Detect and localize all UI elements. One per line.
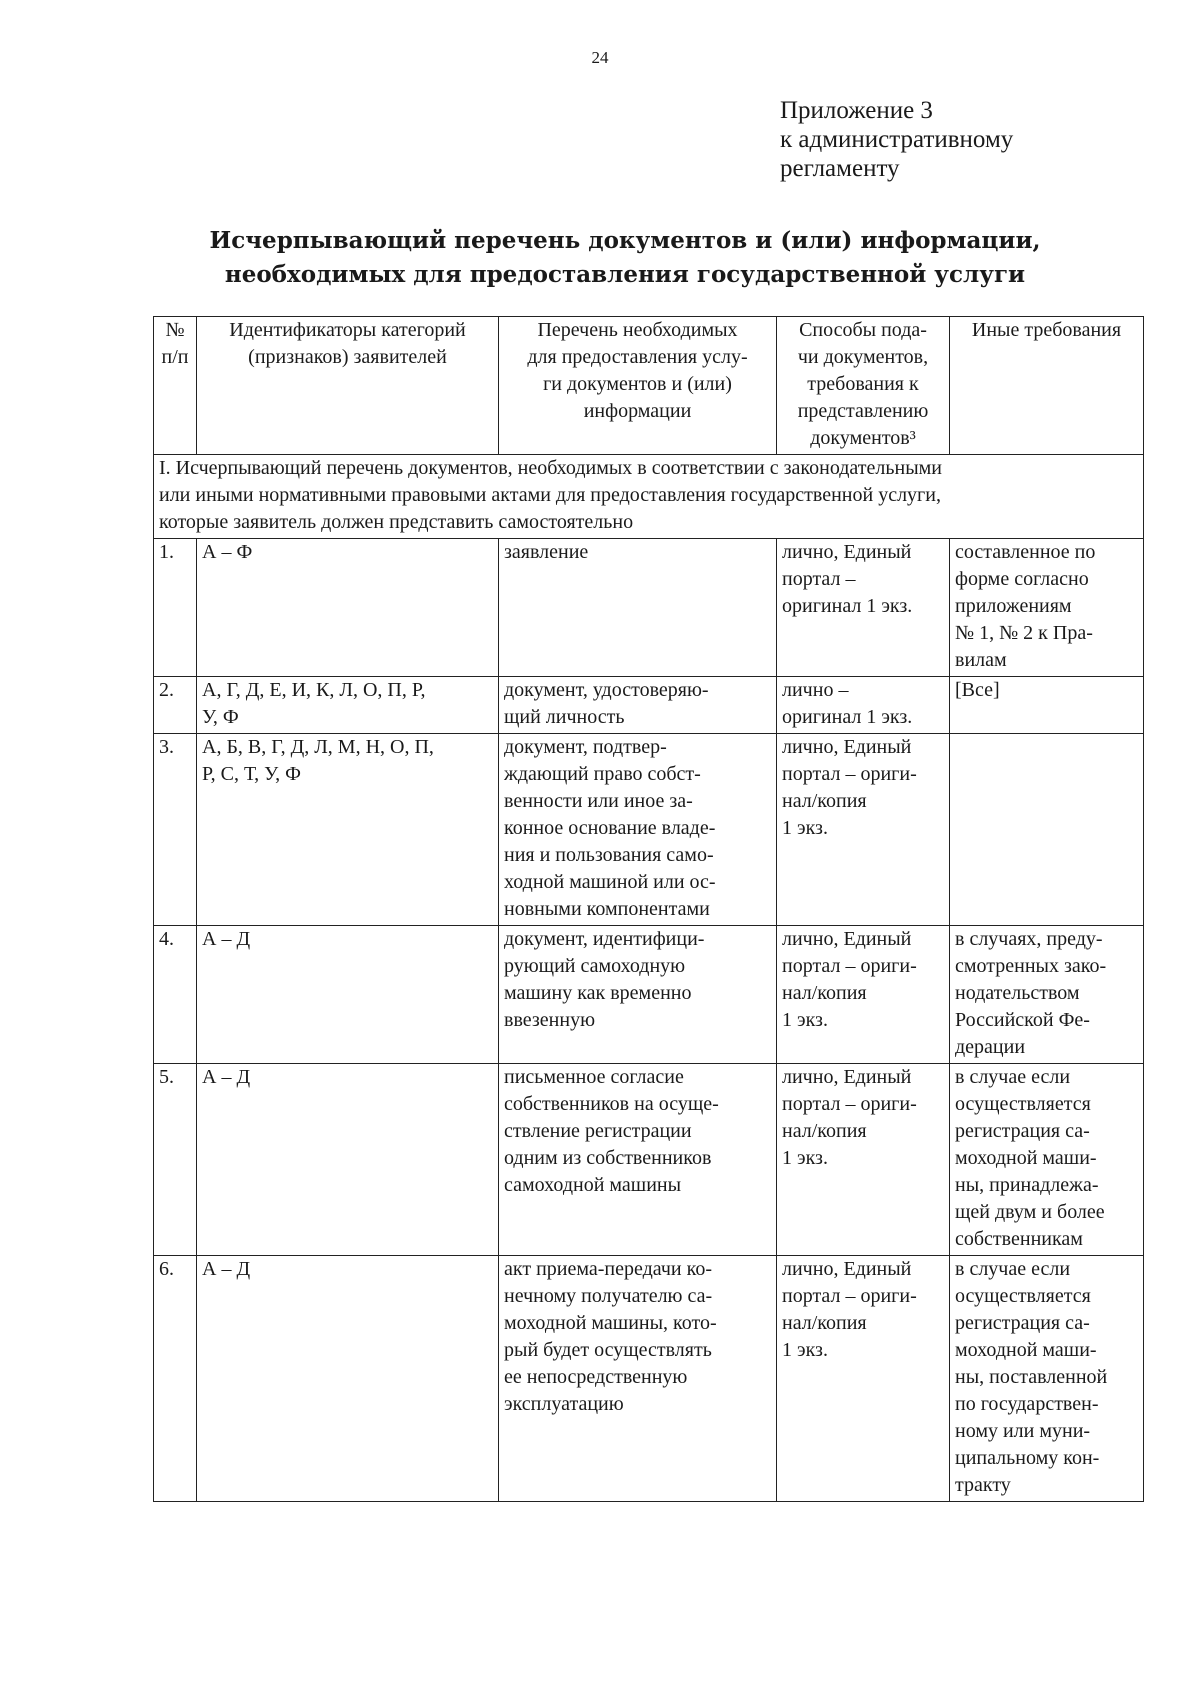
- cell-line: самоходной машины: [504, 1174, 682, 1196]
- cell-line: 5.: [159, 1066, 174, 1088]
- header-other-requirements: [950, 317, 1144, 455]
- cell-line: документ, удостоверяю-: [504, 679, 709, 701]
- page-number: 24: [591, 48, 609, 67]
- cell-line: А, Г, Д, Е, И, К, Л, О, П, Р,: [202, 679, 426, 701]
- cell-line: щей двум и более: [955, 1201, 1105, 1223]
- cell-line: оригинал 1 экз.: [782, 706, 913, 728]
- cell-line: щий личность: [504, 706, 625, 728]
- other-requirements-cell: [950, 1064, 1144, 1256]
- submission-method-cell: [777, 677, 950, 734]
- cell-line: требования к: [807, 373, 919, 395]
- cell-line: форме согласно: [955, 568, 1089, 590]
- cell-line: портал – ориги-: [782, 763, 917, 785]
- row-number-cell: [154, 677, 197, 734]
- cell-line: моходной маши-: [955, 1339, 1097, 1361]
- document-cell: [499, 677, 777, 734]
- cell-line: 1 экз.: [782, 1009, 828, 1031]
- cell-line: оригинал 1 экз.: [782, 595, 913, 617]
- cell-line: или иными нормативными правовыми актами для предоставления государственной услуги,: [159, 484, 941, 506]
- cell-line: портал – ориги-: [782, 955, 917, 977]
- header-documents: [499, 317, 777, 455]
- cell-line: по государствен-: [955, 1393, 1099, 1415]
- cell-line: нодательством: [955, 982, 1080, 1004]
- table-row: [154, 1064, 1144, 1256]
- cell-line: ее непосредственную: [504, 1366, 688, 1388]
- appendix-line: Приложение 3: [780, 97, 933, 124]
- appendix-reference: [780, 96, 1013, 183]
- categories-cell: [197, 677, 499, 734]
- header-number: [154, 317, 197, 455]
- submission-method-cell: [777, 1256, 950, 1502]
- cell-line: рующий самоходную: [504, 955, 686, 977]
- cell-line: Р, С, Т, У, Ф: [202, 763, 301, 785]
- cell-line: 3.: [159, 736, 174, 758]
- cell-line: документ, подтвер-: [504, 736, 667, 758]
- cell-line: новными компонентами: [504, 898, 710, 920]
- cell-line: представлению: [797, 400, 929, 422]
- document-cell: [499, 734, 777, 926]
- cell-line: моходной машины, кото-: [504, 1312, 717, 1334]
- submission-method-cell: [777, 926, 950, 1064]
- cell-line: в случае если: [955, 1258, 1071, 1280]
- other-requirements-cell: [950, 734, 1144, 926]
- cell-line: нал/копия: [782, 1312, 867, 1334]
- document-cell: [499, 1256, 777, 1502]
- other-requirements-cell: [950, 1256, 1144, 1502]
- cell-line: регистрация са-: [955, 1312, 1090, 1334]
- cell-line: ны, принадлежа-: [955, 1174, 1099, 1196]
- cell-line: Способы пода-: [799, 319, 927, 341]
- cell-line: вилам: [955, 649, 1007, 671]
- cell-line: У, Ф: [202, 706, 239, 728]
- documents-table: [153, 316, 1144, 1502]
- cell-line: ципальному кон-: [955, 1447, 1100, 1469]
- cell-line: №: [165, 319, 185, 341]
- cell-line: лично, Единый: [782, 1258, 912, 1280]
- appendix-line: к административному: [780, 126, 1014, 153]
- cell-line: (признаков) заявителей: [248, 346, 447, 368]
- cell-line: ствление регистрации: [504, 1120, 692, 1142]
- categories-cell: [197, 539, 499, 677]
- header-categories: [197, 317, 499, 455]
- cell-line: нечному получателю са-: [504, 1285, 713, 1307]
- categories-cell: [197, 1064, 499, 1256]
- cell-line: 6.: [159, 1258, 174, 1280]
- table-row: [154, 677, 1144, 734]
- document-cell: [499, 539, 777, 677]
- cell-line: эксплуатацию: [504, 1393, 624, 1415]
- table-header-row: [154, 317, 1144, 455]
- document-cell: [499, 926, 777, 1064]
- cell-line: рый будет осуществлять: [504, 1339, 712, 1361]
- cell-line: лично, Единый: [782, 736, 912, 758]
- cell-line: собственников на осуще-: [504, 1093, 719, 1115]
- cell-line: лично –: [782, 679, 849, 701]
- cell-line: в случае если: [955, 1066, 1071, 1088]
- cell-line: портал – ориги-: [782, 1285, 917, 1307]
- categories-cell: [197, 734, 499, 926]
- cell-line: приложениям: [955, 595, 1072, 617]
- cell-line: Иные требования: [971, 319, 1122, 341]
- cell-line: ги документов и (или): [543, 373, 732, 395]
- row-number-cell: [154, 539, 197, 677]
- submission-method-cell: [777, 1064, 950, 1256]
- table-row: [154, 539, 1144, 677]
- cell-line: А – Ф: [202, 541, 253, 563]
- cell-line: лично, Единый: [782, 1066, 912, 1088]
- cell-line: 4.: [159, 928, 174, 950]
- cell-line: осуществляется: [955, 1093, 1091, 1115]
- cell-line: информации: [583, 400, 692, 422]
- cell-line: чи документов,: [797, 346, 929, 368]
- cell-line: А – Д: [202, 1258, 251, 1280]
- cell-line: ходной машиной или ос-: [504, 871, 716, 893]
- cell-line: собственникам: [955, 1228, 1083, 1250]
- cell-line: [Все]: [955, 679, 1000, 701]
- document-cell: [499, 1064, 777, 1256]
- submission-method-cell: [777, 734, 950, 926]
- cell-line: 2.: [159, 679, 174, 701]
- cell-line: моходной маши-: [955, 1147, 1097, 1169]
- table-row: [154, 926, 1144, 1064]
- cell-line: ждающий право собст-: [504, 763, 701, 785]
- appendix-line: регламенту: [780, 155, 900, 182]
- header-submission-methods: [777, 317, 950, 455]
- cell-line: машину как временно: [504, 982, 692, 1004]
- cell-line: нал/копия: [782, 1120, 867, 1142]
- cell-line: портал –: [782, 568, 856, 590]
- categories-cell: [197, 1256, 499, 1502]
- cell-line: которые заявитель должен представить самостоятельно: [159, 511, 634, 533]
- cell-line: Идентификаторы категорий: [229, 319, 466, 341]
- cell-line: ному или муни-: [955, 1420, 1091, 1442]
- title-line: Исчерпывающий перечень документов и (или) информации,: [209, 227, 1041, 254]
- cell-line: осуществляется: [955, 1285, 1091, 1307]
- cell-line: ны, поставленной: [955, 1366, 1108, 1388]
- submission-method-cell: [777, 539, 950, 677]
- cell-line: портал – ориги-: [782, 1093, 917, 1115]
- cell-line: заявление: [504, 541, 589, 563]
- section-heading: [154, 455, 1144, 539]
- other-requirements-cell: [950, 677, 1144, 734]
- cell-line: ввезенную: [504, 1009, 596, 1031]
- cell-line: 1 экз.: [782, 1339, 828, 1361]
- cell-line: 1 экз.: [782, 817, 828, 839]
- cell-line: Российской Фе-: [955, 1009, 1090, 1031]
- cell-line: Перечень необходимых: [537, 319, 738, 341]
- cell-line: I. Исчерпывающий перечень документов, необходимых в соответствии с законодательными: [159, 457, 942, 479]
- cell-line: нал/копия: [782, 982, 867, 1004]
- cell-line: конное основание владе-: [504, 817, 716, 839]
- cell-line: лично, Единый: [782, 928, 912, 950]
- cell-line: лично, Единый: [782, 541, 912, 563]
- cell-line: акт приема-передачи ко-: [504, 1258, 712, 1280]
- categories-cell: [197, 926, 499, 1064]
- cell-line: А, Б, В, Г, Д, Л, М, Н, О, П,: [202, 736, 434, 758]
- cell-line: регистрация са-: [955, 1120, 1090, 1142]
- row-number-cell: [154, 926, 197, 1064]
- row-number-cell: [154, 1064, 197, 1256]
- title-line: необходимых для предоставления государственной услуги: [224, 261, 1026, 288]
- cell-line: в случаях, преду-: [955, 928, 1103, 950]
- cell-line: документ, идентифици-: [504, 928, 705, 950]
- cell-line: дерации: [955, 1036, 1026, 1058]
- cell-line: А – Д: [202, 928, 251, 950]
- document-title: [160, 224, 1090, 292]
- cell-line: 1 экз.: [782, 1147, 828, 1169]
- other-requirements-cell: [950, 926, 1144, 1064]
- cell-line: для предоставления услу-: [527, 346, 748, 368]
- cell-line: п/п: [161, 346, 189, 368]
- row-number-cell: [154, 1256, 197, 1502]
- cell-line: № 1, № 2 к Пра-: [955, 622, 1093, 644]
- table-row: [154, 734, 1144, 926]
- cell-line: нал/копия: [782, 790, 867, 812]
- table-row: [154, 1256, 1144, 1502]
- cell-line: составленное по: [955, 541, 1096, 563]
- other-requirements-cell: [950, 539, 1144, 677]
- cell-line: документов³: [810, 427, 916, 449]
- cell-line: письменное согласие: [504, 1066, 684, 1088]
- cell-line: одним из собственников: [504, 1147, 712, 1169]
- cell-line: 1.: [159, 541, 174, 563]
- row-number-cell: [154, 734, 197, 926]
- cell-line: А – Д: [202, 1066, 251, 1088]
- section-row: [154, 455, 1144, 539]
- cell-line: ния и пользования само-: [504, 844, 714, 866]
- cell-line: тракту: [955, 1474, 1011, 1496]
- cell-line: венности или иное за-: [504, 790, 693, 812]
- cell-line: смотренных зако-: [955, 955, 1107, 977]
